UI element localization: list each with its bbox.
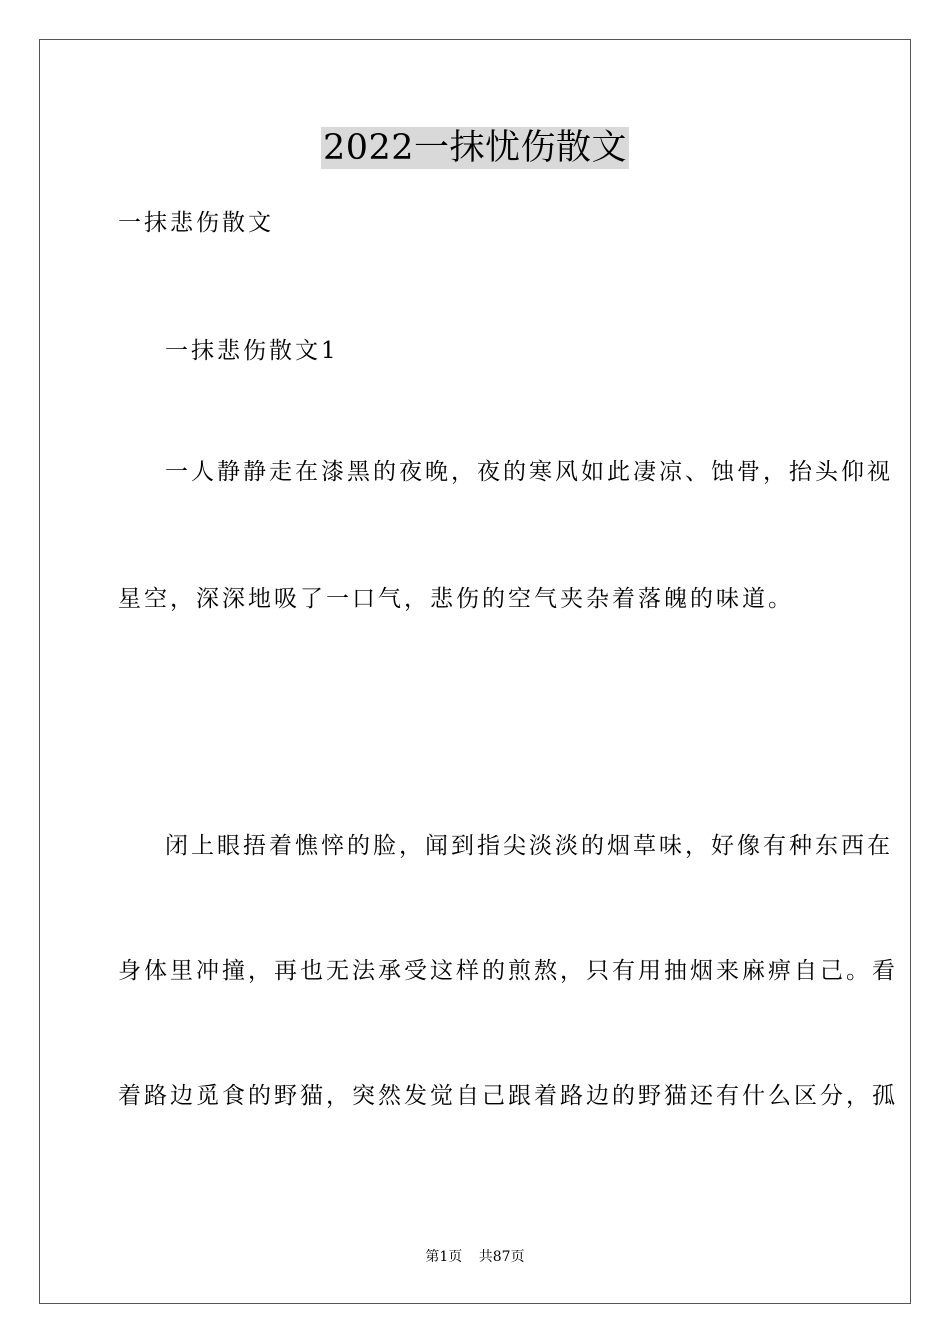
- page-footer: [0, 1248, 950, 1266]
- section-heading: 一抹悲伤散文1: [165, 338, 339, 364]
- paragraph-line: 着路边觅食的野猫，突然发觉自己跟着路边的野猫还有什么区分，孤: [118, 1083, 898, 1109]
- document-title: 2022一抹忧伤散文: [322, 128, 628, 168]
- title-container: [0, 127, 950, 169]
- document-subtitle: 一抹悲伤散文: [118, 210, 274, 236]
- page-number: 第1页: [425, 1249, 463, 1265]
- page-total: 共87页: [478, 1249, 525, 1265]
- paragraph-line: 身体里冲撞，再也无法承受这样的煎熬，只有用抽烟来麻痹自己。看: [118, 958, 898, 984]
- paragraph-line: 星空，深深地吸了一口气，悲伤的空气夹杂着落魄的味道。: [118, 586, 794, 612]
- paragraph-line: 闭上眼捂着憔悴的脸，闻到指尖淡淡的烟草味，好像有种东西在: [165, 833, 893, 859]
- paragraph-line: 一人静静走在漆黑的夜晚，夜的寒风如此凄凉、蚀骨，抬头仰视: [165, 459, 893, 485]
